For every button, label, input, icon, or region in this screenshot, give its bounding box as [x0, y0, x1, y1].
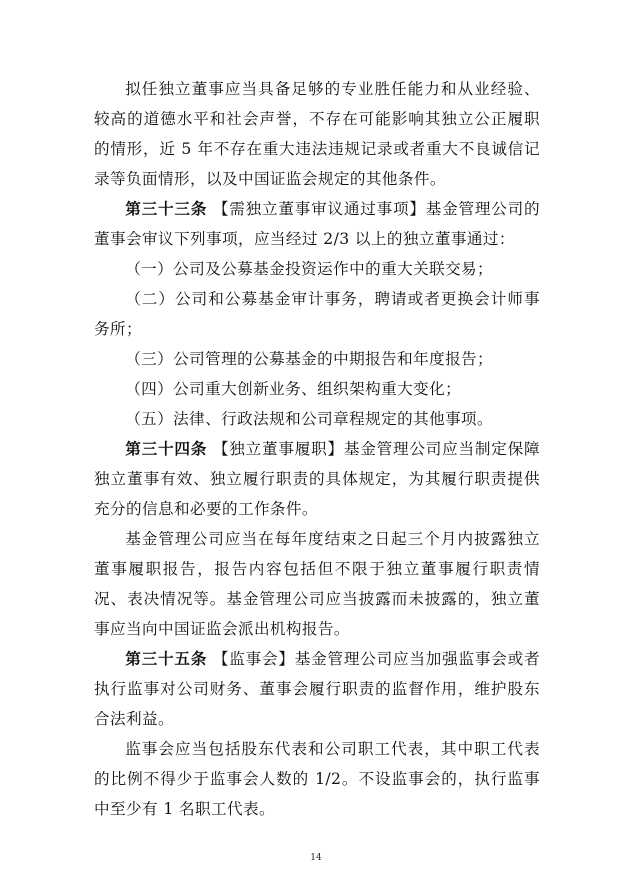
paragraph [94, 644, 540, 734]
list-item [94, 404, 540, 434]
paragraph [94, 194, 540, 254]
article-number: 第三十五条 [125, 649, 208, 668]
page-number: 14 [310, 853, 322, 863]
paragraph-text: （一）公司及公募基金投资运作中的重大关联交易； [125, 260, 494, 278]
article-number: 第三十四条 [125, 439, 208, 458]
paragraph-text: 拟任独立董事应当具备足够的专业胜任能力和从业经验、较高的道德水平和社会声誉，不存在可能影响其独立公正履职的情形，近 5 年不存在重大违法违规记录或者重大不良诚信记录等负面情形，以及中国证监会规定的其他条件。 [94, 80, 540, 188]
list-item [94, 344, 540, 374]
article-number: 第三十三条 [125, 199, 208, 218]
paragraph [94, 524, 540, 644]
paragraph-text: （五）法律、行政法规和公司章程规定的其他事项。 [125, 410, 494, 428]
list-item [94, 284, 540, 344]
list-item [94, 374, 540, 404]
paragraph-text: 监事会应当包括股东代表和公司职工代表，其中职工代表的比例不得少于监事会人数的 1/2。不设监事会的，执行监事中至少有 1 名职工代表。 [94, 740, 540, 818]
paragraph-text: （四）公司重大创新业务、组织架构重大变化； [125, 380, 462, 398]
paragraph-text: 基金管理公司应当在每年度结束之日起三个月内披露独立董事履职报告，报告内容包括但不限于独立董事履行职责情况、表决情况等。基金管理公司应当披露而未披露的，独立董事应当向中国证监会派出机构报告。 [94, 530, 540, 638]
paragraph-text: 【监事会】基金管理公司应当加强监事会或者执行监事对公司财务、董事会履行职责的监督作用，维护股东合法利益。 [94, 650, 540, 728]
paragraph-text: 【需独立董事审议通过事项】基金管理公司的董事会审议下列事项，应当经过 2/3 以上的独立董事通过： [94, 200, 540, 248]
paragraph-text: （三）公司管理的公募基金的中期报告和年度报告； [125, 350, 494, 368]
paragraph [94, 74, 540, 194]
document-body [94, 74, 540, 824]
paragraph [94, 734, 540, 824]
list-item [94, 254, 540, 284]
paragraph-text: （二）公司和公募基金审计事务，聘请或者更换会计师事务所； [94, 290, 540, 338]
paragraph-text: 【独立董事履职】基金管理公司应当制定保障独立董事有效、独立履行职责的具体规定，为其履行职责提供充分的信息和必要的工作条件。 [94, 440, 540, 518]
paragraph [94, 434, 540, 524]
